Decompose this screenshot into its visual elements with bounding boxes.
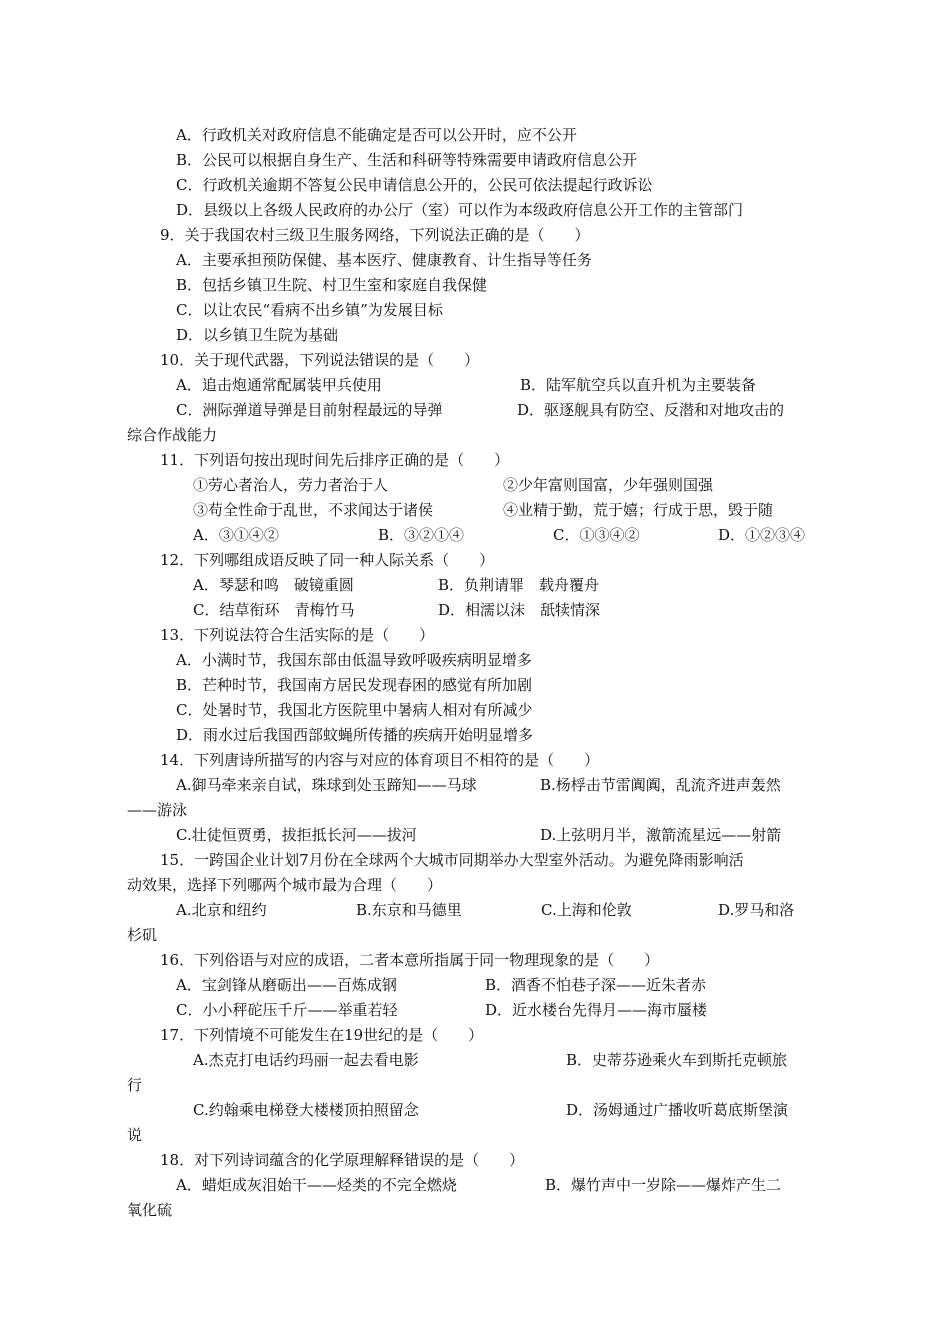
q14-option-d: D.上弦明月半，激箭流星远——射箭: [540, 826, 782, 844]
q16-option-b: B．酒香不怕巷子深——近朱者赤: [485, 976, 707, 994]
q14-option-b: B.杨桴击节雷阗阗，乱流齐进声轰然: [540, 776, 781, 794]
q17-stem: 17．下列情境不可能发生在19世纪的是（ ）: [160, 1026, 484, 1044]
q14-option-a: A.御马牵来亲自试，珠球到处玉蹄知——马球: [176, 776, 477, 794]
q16-option-c: C．小小秤砣压千斤——举重若轻: [176, 1001, 398, 1019]
q11-option-c: C．①③④②: [553, 526, 640, 544]
q17-option-d-continued: 说: [127, 1126, 143, 1144]
q11-sentence-4: ④业精于勤，荒于嬉；行成于思，毁于随: [503, 501, 774, 519]
q14-option-b-continued: ——游泳: [127, 801, 188, 819]
q8-option-d: D．县级以上各级人民政府的办公厅（室）可以作为本级政府信息公开工作的主管部门: [176, 201, 744, 219]
q10-stem: 10．关于现代武器，下列说法错误的是（ ）: [160, 351, 480, 369]
q8-option-b: B．公民可以根据自身生产、生活和科研等特殊需要申请政府信息公开: [176, 151, 638, 169]
q18-option-b: B．爆竹声中一岁除——爆炸产生二: [545, 1176, 782, 1194]
q11-sentence-2: ②少年富则国富，少年强则国强: [503, 476, 714, 494]
q15-option-a: A.北京和纽约: [176, 901, 267, 919]
q17-option-b-continued: 行: [127, 1076, 143, 1094]
q11-sentence-3: ③苟全性命于乱世，不求闻达于诸侯: [193, 501, 434, 519]
q9-option-b: B．包括乡镇卫生院、村卫生室和家庭自我保健: [176, 276, 488, 294]
q15-option-d-continued: 杉矶: [127, 926, 158, 944]
q10-option-b: B．陆军航空兵以直升机为主要装备: [520, 376, 757, 394]
q15-option-c: C.上海和伦敦: [541, 901, 632, 919]
q17-option-b: B．史蒂芬逊乘火车到斯托克顿旅: [566, 1051, 788, 1069]
q15-option-d: D.罗马和洛: [718, 901, 795, 919]
q13-stem: 13．下列说法符合生活实际的是（ ）: [160, 626, 435, 644]
q16-option-d: D．近水楼台先得月——海市蜃楼: [485, 1001, 708, 1019]
q9-option-d: D．以乡镇卫生院为基础: [176, 326, 339, 344]
q13-option-b: B．芒种时节，我国南方居民发现春困的感觉有所加剧: [176, 676, 533, 694]
q14-stem: 14．下列唐诗所描写的内容与对应的体育项目不相符的是（ ）: [160, 751, 600, 769]
q17-option-a: A.杰克打电话约玛丽一起去看电影: [193, 1051, 419, 1069]
q11-option-d: D．①②③④: [718, 526, 806, 544]
q10-option-c: C．洲际弹道导弹是目前射程最远的导弹: [176, 401, 443, 419]
q11-option-b: B．③②①④: [378, 526, 465, 544]
q11-option-a: A．③①④②: [193, 526, 279, 544]
q15-stem: 15．一跨国企业计划7月份在全球两个大城市同期举办大型室外活动。为避免降雨影响活: [160, 851, 744, 869]
q9-stem: 9．关于我国农村三级卫生服务网络，下列说法正确的是（ ）: [160, 226, 590, 244]
q16-option-a: A．宝剑锋从磨砺出——百炼成钢: [176, 976, 397, 994]
q13-option-a: A．小满时节，我国东部由低温导致呼吸疾病明显增多: [176, 651, 532, 669]
q12-option-b: B．负荆请罪 载舟覆舟: [438, 576, 600, 594]
q10-option-a: A．追击炮通常配属装甲兵使用: [176, 376, 382, 394]
q15-option-b: B.东京和马德里: [356, 901, 462, 919]
q16-stem: 16．下列俗语与对应的成语，二者本意所指属于同一物理现象的是（ ）: [160, 951, 660, 969]
q9-option-c: C．以让农民“看病不出乡镇”为发展目标: [176, 301, 443, 319]
q13-option-c: C．处暑时节，我国北方医院里中暑病人相对有所减少: [176, 701, 533, 719]
q17-option-c: C.约翰乘电梯登大楼楼顶拍照留念: [193, 1101, 419, 1119]
q10-option-d-continued: 综合作战能力: [127, 426, 218, 444]
q10-option-d: D．驱逐舰具有防空、反潜和对地攻击的: [517, 401, 785, 419]
q11-sentence-1: ①劳心者治人，劳力者治于人: [193, 476, 389, 494]
q18-option-a: A．蜡炬成灰泪始干——烃类的不完全燃烧: [176, 1176, 457, 1194]
q8-option-a: A．行政机关对政府信息不能确定是否可以公开时，应不公开: [176, 126, 577, 144]
q12-option-d: D．相濡以沫 舐犊情深: [438, 601, 601, 619]
q12-option-c: C．结草衔环 青梅竹马: [193, 601, 355, 619]
q14-option-c: C.壮徒恒贾勇，拔拒抵长河——拔河: [176, 826, 417, 844]
q11-stem: 11．下列语句按出现时间先后排序正确的是（ ）: [160, 451, 510, 469]
q12-stem: 12．下列哪组成语反映了同一种人际关系（ ）: [160, 551, 495, 569]
q12-option-a: A．琴瑟和鸣 破镜重圆: [193, 576, 354, 594]
q13-option-d: D．雨水过后我国西部蚊蝇所传播的疾病开始明显增多: [176, 726, 534, 744]
q15-stem-continued: 动效果，选择下列哪两个城市最为合理（ ）: [127, 876, 443, 894]
q8-option-c: C．行政机关逾期不答复公民申请信息公开的，公民可依法提起行政诉讼: [176, 176, 653, 194]
q18-stem: 18．对下列诗词蕴含的化学原理解释错误的是（ ）: [160, 1151, 525, 1169]
q18-option-b-continued: 氧化硫: [127, 1201, 173, 1219]
q17-option-d: D．汤姆通过广播收听葛底斯堡演: [566, 1101, 789, 1119]
q9-option-a: A．主要承担预防保健、基本医疗、健康教育、计生指导等任务: [176, 251, 592, 269]
